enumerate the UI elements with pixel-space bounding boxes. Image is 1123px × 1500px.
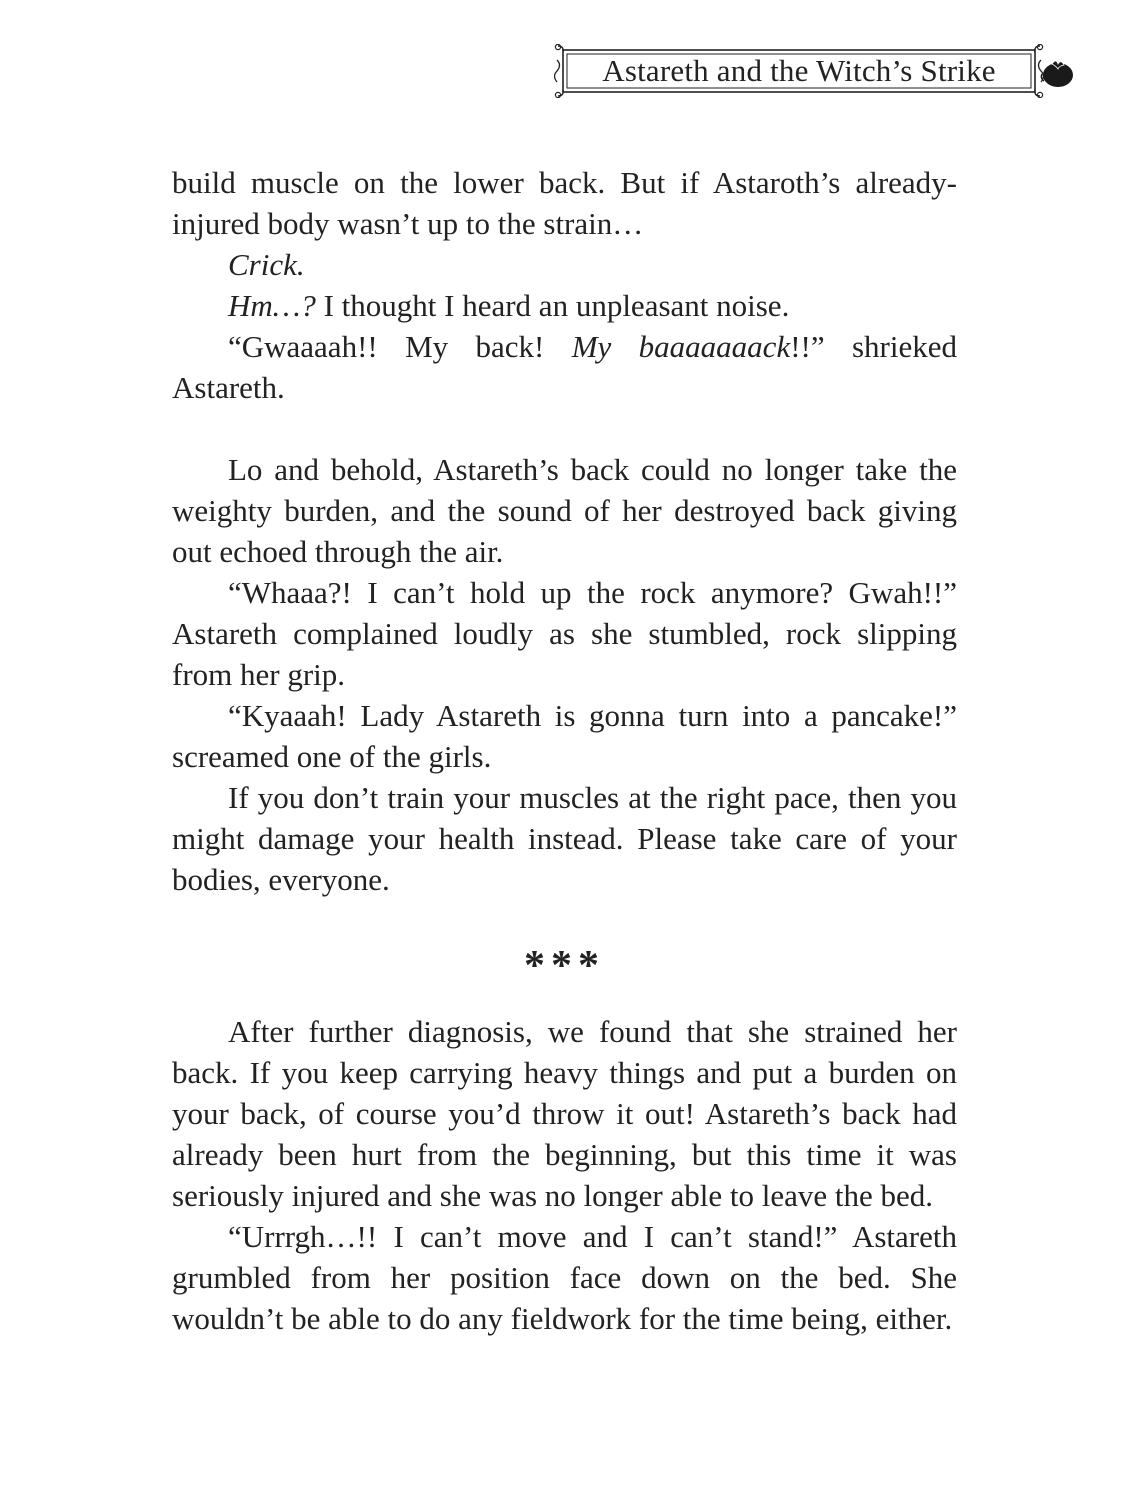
paragraph: Hm…? I thought I heard an unpleasant noise. <box>228 288 790 323</box>
paragraph: build muscle on the lower back. But if Astaroth’s already-injured body wasn’t up to the strain… <box>172 165 957 241</box>
paragraph-gap <box>172 408 957 449</box>
paragraph: After further diagnosis, we found that she strained her back. If you keep carrying heavy things and put a burden on your back, of course you’d throw it out! Astareth’s back had already been hurt from the beginning, but this time it was seriously injured and she was no longer able to leave the bed. <box>172 1014 957 1213</box>
paragraph: “Gwaaaah!! My back! My baaaaaaack!!” shrieked Astareth. <box>172 329 957 405</box>
page-body <box>172 162 957 1339</box>
paragraph: “Urrrgh…!! I can’t move and I can’t stand!” Astareth grumbled from her position face down on the bed. She wouldn’t be able to do any fieldwork for the time being, either. <box>172 1219 957 1336</box>
running-header <box>554 44 1044 98</box>
paragraph: “Kyaaah! Lady Astareth is gonna turn into a pancake!” screamed one of the girls. <box>172 698 957 774</box>
paragraph: “Whaaa?! I can’t hold up the rock anymore? Gwah!!” Astareth complained loudly as she stumbled, rock slipping from her grip. <box>172 575 957 692</box>
italic-text: Hm…? <box>228 288 316 323</box>
tomato-icon <box>1040 56 1074 88</box>
italic-text: My baaaaaaack <box>571 329 791 364</box>
paragraph <box>172 244 957 285</box>
italic-text: Crick. <box>228 247 305 282</box>
running-title: Astareth and the Witch’s Strike <box>602 53 996 88</box>
paragraph: If you don’t train your muscles at the right pace, then you might damage your health instead. Please take care of your bodies, everyone. <box>172 780 957 897</box>
paragraph: Lo and behold, Astareth’s back could no longer take the weighty burden, and the sound of her destroyed back giving out echoed through the air. <box>172 452 957 569</box>
scene-break: *** <box>524 943 605 989</box>
